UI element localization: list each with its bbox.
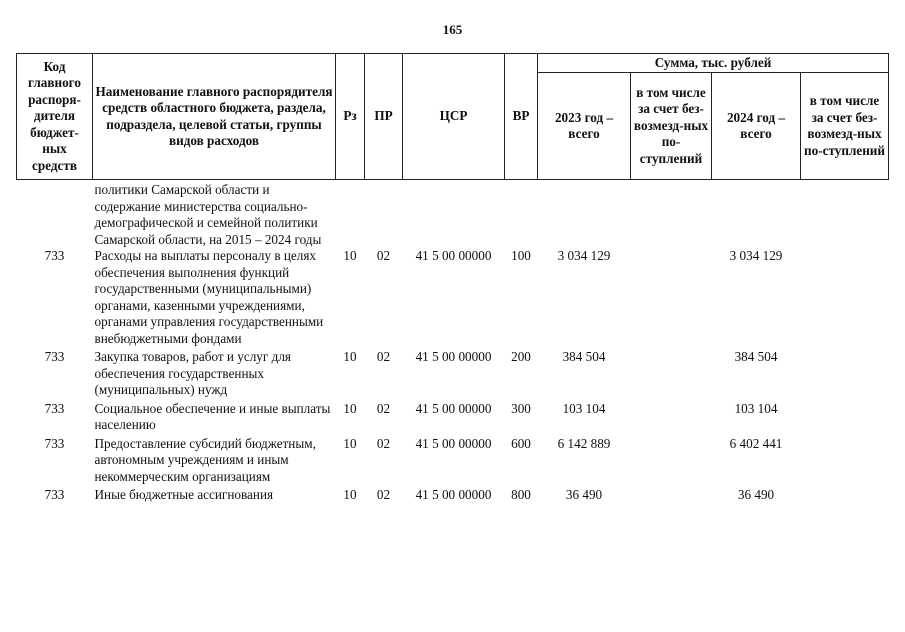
table-row	[17, 436, 889, 486]
row-2024-total: 6 402 441	[729, 435, 783, 451]
row-name: Иные бюджетные ассигнования	[94, 487, 274, 502]
row-2023-free	[631, 436, 712, 486]
row-2024-total: 103 104	[734, 400, 778, 416]
row-vr: 300	[511, 400, 531, 416]
row-code: 733	[44, 487, 65, 502]
header-sum: Сумма, тыс. рублей	[538, 54, 889, 73]
row-csr: 41 5 00 00000	[415, 487, 492, 502]
row-2023-total: 6 142 889	[557, 435, 611, 451]
row-2024-free	[801, 401, 889, 434]
row-vr: 800	[511, 487, 531, 502]
table-row	[17, 248, 889, 347]
row-2023-free	[631, 401, 712, 434]
row-vr: 600	[511, 435, 531, 451]
row-csr: 41 5 00 00000	[415, 400, 492, 416]
row-2023-total: 384 504	[562, 349, 606, 364]
row-2024-total: 36 490	[737, 487, 775, 502]
row-code: 733	[44, 349, 65, 364]
row-name: Расходы на выплаты персоналу в целях обеспечения выполнения функций государственными (муниципальными) органами, казенными учреждениями, органами управления государственными внебюджетными фондами	[94, 248, 324, 346]
header-code: Код главного распоря-дителя бюджет-ных средств	[17, 54, 93, 180]
row-2024-free	[801, 349, 889, 399]
row-2023-total: 3 034 129	[557, 248, 611, 263]
row-2024-free	[801, 436, 889, 486]
table-body	[17, 180, 889, 504]
row-pr: 02	[376, 400, 391, 416]
row-code: 733	[44, 435, 65, 451]
row-pr: 02	[376, 487, 391, 502]
table-header	[17, 54, 889, 180]
header-rz: Рз	[336, 54, 365, 180]
budget-table	[16, 53, 889, 504]
header-2024-free: в том числе за счет без-возмезд-ных по-ступлений	[801, 73, 889, 180]
row-rz: 10	[343, 400, 357, 416]
header-2023-free: в том числе за счет без-возмезд-ных по-ступлений	[631, 73, 712, 180]
table-row	[17, 401, 889, 434]
row-csr: 41 5 00 00000	[415, 349, 492, 364]
row-code: 733	[44, 400, 65, 416]
row-2024-free	[801, 248, 889, 347]
row-pr: 02	[376, 435, 391, 451]
page-number: 165	[442, 22, 463, 37]
row-2023-free	[631, 349, 712, 399]
row-2023-total: 103 104	[562, 400, 606, 416]
table-row	[17, 349, 889, 399]
header-pr: ПР	[365, 54, 403, 180]
row-pr: 02	[376, 349, 391, 364]
row-code: 733	[44, 248, 65, 263]
row-2024-free	[801, 487, 889, 504]
row-2023-total: 36 490	[565, 487, 603, 502]
row-rz: 10	[343, 487, 357, 502]
row-2024-total: 384 504	[734, 349, 778, 364]
row-2024-total: 3 034 129	[729, 248, 783, 263]
row-vr: 100	[511, 248, 531, 263]
header-2024-total: 2024 год – всего	[712, 73, 801, 180]
table-row	[17, 487, 889, 504]
continuation-row	[17, 180, 889, 249]
row-name: Предоставление субсидий бюджетным, автономным учреждениям и иным некоммерческим организациям	[94, 435, 316, 484]
row-name: Закупка товаров, работ и услуг для обеспечения государственных (муниципальных) нужд	[94, 349, 291, 397]
header-2023-total: 2023 год – всего	[538, 73, 631, 180]
continuation-text: политики Самарской области и содержание министерства социально-демографической и семейной политики Самарской области, на 2015 – 2024 годы	[94, 182, 322, 247]
header-csr: ЦСР	[403, 54, 505, 180]
row-2023-free	[631, 248, 712, 347]
row-name: Социальное обеспечение и иные выплаты населению	[94, 400, 331, 432]
row-rz: 10	[343, 248, 357, 263]
row-csr: 41 5 00 00000	[415, 435, 492, 451]
row-rz: 10	[343, 435, 357, 451]
row-2023-free	[631, 487, 712, 504]
row-pr: 02	[376, 248, 391, 263]
header-vr: ВР	[505, 54, 538, 180]
header-name: Наименование главного распорядителя средств областного бюджета, раздела, подраздела, целевой статьи, группы видов расходов	[93, 54, 336, 180]
row-rz: 10	[343, 349, 357, 364]
row-csr: 41 5 00 00000	[415, 248, 492, 263]
row-vr: 200	[511, 349, 531, 364]
